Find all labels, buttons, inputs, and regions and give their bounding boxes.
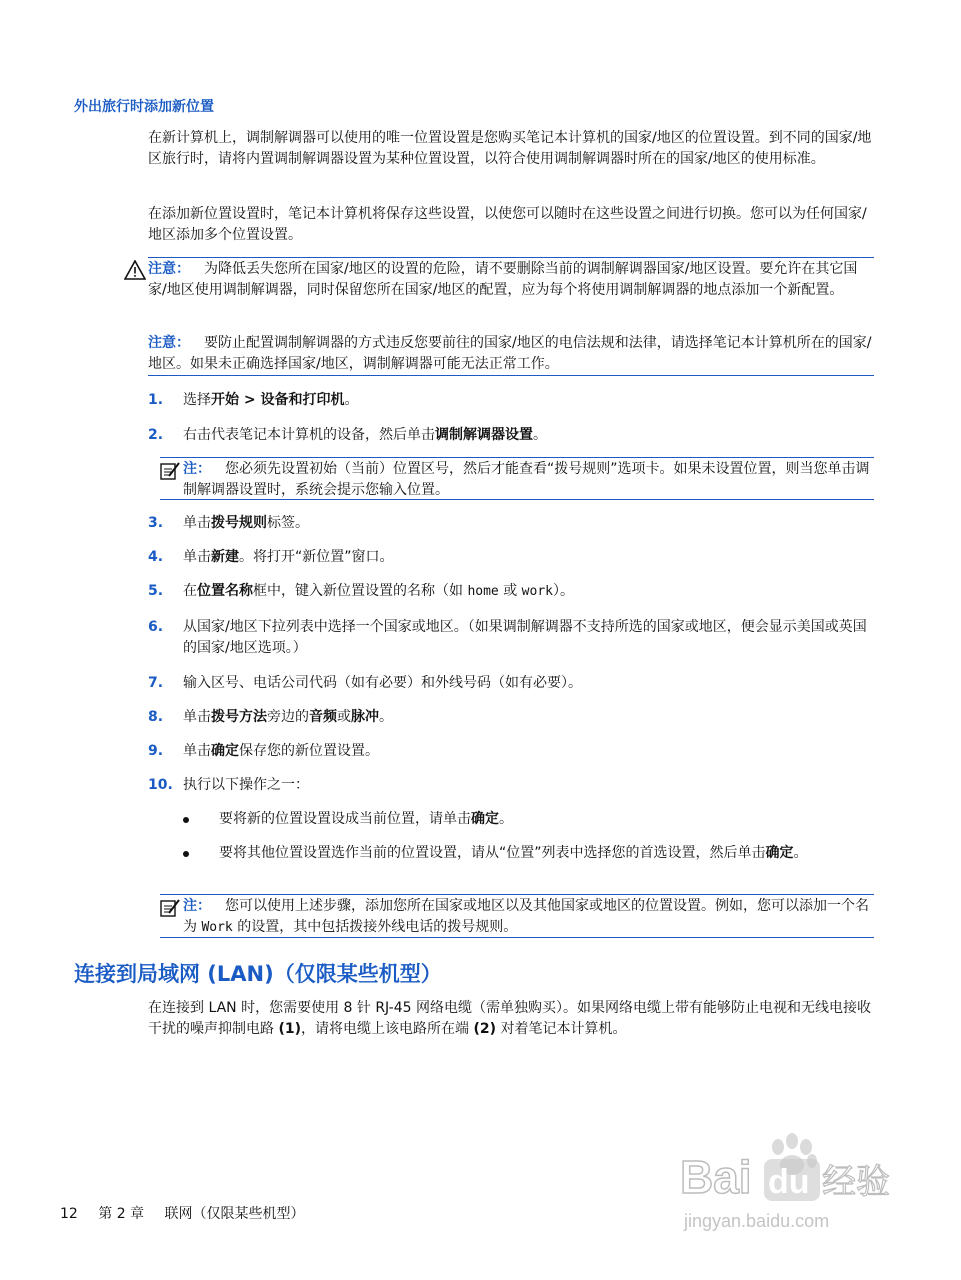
step-number: 7.: [148, 675, 164, 691]
step-text: 单击: [183, 709, 211, 725]
ui-term: 脉冲: [351, 709, 379, 725]
note-bottom-rule: [160, 499, 874, 500]
page-footer: [60, 1203, 321, 1223]
step-separator: >: [239, 392, 261, 408]
callout-number: (1): [278, 1021, 301, 1037]
step-text: 或: [337, 709, 351, 725]
lan-paragraph: [148, 998, 874, 1040]
step-number: 6.: [148, 619, 164, 635]
bullet-text: 。: [793, 845, 808, 861]
step-number: 1.: [148, 392, 164, 408]
svg-text:Bai: Bai: [680, 1151, 752, 1203]
code-text: work: [521, 584, 553, 599]
step-text: 。: [533, 427, 547, 443]
ui-term: 确定: [765, 845, 794, 861]
note-text: 您必须先设置初始（当前）位置区号，然后才能查看“拨号规则”选项卡。如果未设置位置，则当您单击调制解调器设置时，系统会提示您输入位置。: [183, 461, 870, 498]
step-text: 执行以下操作之一：: [183, 777, 309, 793]
note-icon: [160, 898, 180, 918]
step-text: 选择: [183, 392, 211, 408]
subsection-title: 外出旅行时添加新位置: [74, 99, 214, 115]
section-title: 连接到局域网 (LAN)（仅限某些机型）: [74, 962, 442, 986]
bullet-dot: [183, 851, 189, 857]
note-label: 注：: [183, 461, 211, 477]
step-7: [148, 673, 874, 694]
note-top-rule: [160, 894, 874, 895]
bullet-text: 要将新的位置设置设成当前位置，请单击: [219, 811, 471, 827]
bullet-text: 。: [499, 811, 513, 827]
caution-label: 注意：: [148, 261, 190, 277]
bullet-text: 要将其他位置设置选作当前的位置设置，请从“位置”列表中选择您的首选设置，然后单击: [219, 845, 766, 861]
step-number: 2.: [148, 427, 164, 443]
caution-text: 要防止配置调制解调器的方式违反您要前往的国家/地区的电信法规和法律，请选择笔记本计算机所在的国家/地区。如果未正确选择国家/地区，调制解调器可能无法正常工作。: [148, 335, 872, 372]
ui-term: 开始: [211, 392, 239, 408]
caution-1: [148, 259, 874, 301]
paragraph-text: ，请将电缆上该电路所在端: [301, 1021, 474, 1037]
ui-term: 调制解调器设置: [435, 427, 533, 443]
caution-bottom-rule: [148, 375, 874, 376]
step-text: 单击: [183, 515, 211, 531]
note-2: [183, 896, 874, 938]
step-text: 从国家/地区下拉列表中选择一个国家或地区。（如果调制解调器不支持所选的国家或地区，便会显示美国或英国的国家/地区选项。）: [183, 619, 867, 656]
code-text: Work: [201, 920, 233, 935]
warning-icon: [124, 260, 146, 280]
svg-text:经验: 经验: [822, 1162, 890, 1202]
ui-term: 确定: [471, 811, 499, 827]
step-8: [148, 707, 874, 728]
step-text: 单击: [183, 743, 211, 759]
step-text: 右击代表笔记本计算机的设备，然后单击: [183, 427, 435, 443]
step-number: 3.: [148, 515, 164, 531]
baidu-jingyan-watermark: [672, 1125, 912, 1235]
note-top-rule: [160, 457, 874, 458]
step-text: 或: [498, 583, 522, 599]
step-number: 10.: [148, 777, 173, 793]
caution-top-rule: [148, 257, 874, 258]
step-text: 标签。: [267, 515, 309, 531]
step-10: [148, 775, 874, 796]
note-label: 注：: [183, 898, 211, 914]
step-number: 9.: [148, 743, 164, 759]
step-4: [148, 547, 874, 568]
step-2: [148, 425, 874, 446]
step-text: 。: [379, 709, 393, 725]
note-1: [183, 459, 874, 501]
step-6: [148, 617, 874, 659]
caution-2: [148, 333, 874, 375]
intro-paragraph-1: 在新计算机上，调制解调器可以使用的唯一位置设置是您购买笔记本计算机的国家/地区的位置设置。到不同的国家/地区旅行时，请将内置调制解调器设置为某种位置设置，以符合使用调制解调器时所在的国家/地区的使用标准。: [148, 130, 872, 167]
step-number: 4.: [148, 549, 164, 565]
note-text: 您可以使用上述步骤，添加您所在国家或地区以及其他国家或地区的位置设置。例如，您可以添加一个名为: [183, 898, 869, 935]
caution-text: 为降低丢失您所在国家/地区的设置的危险，请不要删除当前的调制解调器国家/地区设置。要允许在其它国家/地区使用调制解调器，同时保留您所在国家/地区的配置，应为每个将使用调制解调器的地点添加一个新配置。: [148, 261, 858, 298]
ui-term: 拨号方法: [211, 709, 267, 725]
step-text: ）。: [552, 583, 574, 599]
ui-term: 确定: [211, 743, 239, 759]
page-number: 12: [60, 1206, 78, 1222]
paragraph-text: 在连接到 LAN 时，您需要使用 8 针 RJ-45 网络电缆（需单独购买）。如果网络电缆上带有能够防止电视和无线电接收干扰的噪声抑制电路: [148, 1000, 872, 1037]
bullet-item: [183, 843, 874, 864]
ui-term: 设备和打印机: [260, 392, 345, 408]
step-3: [148, 513, 874, 534]
step-text: 框中，键入新位置设置的名称（如: [253, 583, 468, 599]
step-9: [148, 741, 874, 762]
note-text: 的设置，其中包括拨接外线电话的拨号规则。: [232, 919, 518, 935]
callout-number: (2): [473, 1021, 496, 1037]
ui-term: 位置名称: [197, 583, 253, 599]
code-text: home: [467, 584, 499, 599]
step-5: [148, 581, 874, 602]
caution-label: 注意：: [148, 335, 190, 351]
step-text: 旁边的: [267, 709, 309, 725]
step-text: 输入区号、电话公司代码（如有必要）和外线号码（如有必要）。: [183, 675, 582, 691]
ui-term: 拨号规则: [211, 515, 267, 531]
bullet-dot: [183, 817, 189, 823]
step-number: 5.: [148, 583, 164, 599]
note-icon: [160, 461, 180, 481]
chapter-label: 第 2 章: [98, 1206, 145, 1222]
step-text: 单击: [183, 549, 211, 565]
chapter-title: 联网（仅限某些机型）: [164, 1206, 305, 1222]
step-text: 。: [344, 392, 359, 408]
step-text: 保存您的新位置设置。: [239, 743, 379, 759]
watermark-url: jingyan.baidu.com: [684, 1211, 830, 1231]
step-number: 8.: [148, 709, 164, 725]
step-text: 。将打开“新位置”窗口。: [239, 549, 394, 565]
step-1: [148, 390, 874, 411]
note-bottom-rule: [160, 937, 874, 938]
bullet-item: [183, 809, 874, 830]
paragraph-text: 对着笔记本计算机。: [496, 1021, 627, 1037]
step-text: 在: [183, 583, 197, 599]
ui-term: 新建: [211, 549, 239, 565]
ui-term: 音频: [309, 709, 337, 725]
svg-text:du: du: [768, 1163, 810, 1201]
intro-paragraph-2: 在添加新位置设置时，笔记本计算机将保存这些设置，以使您可以随时在这些设置之间进行切换。您可以为任何国家/地区添加多个位置设置。: [148, 206, 867, 243]
